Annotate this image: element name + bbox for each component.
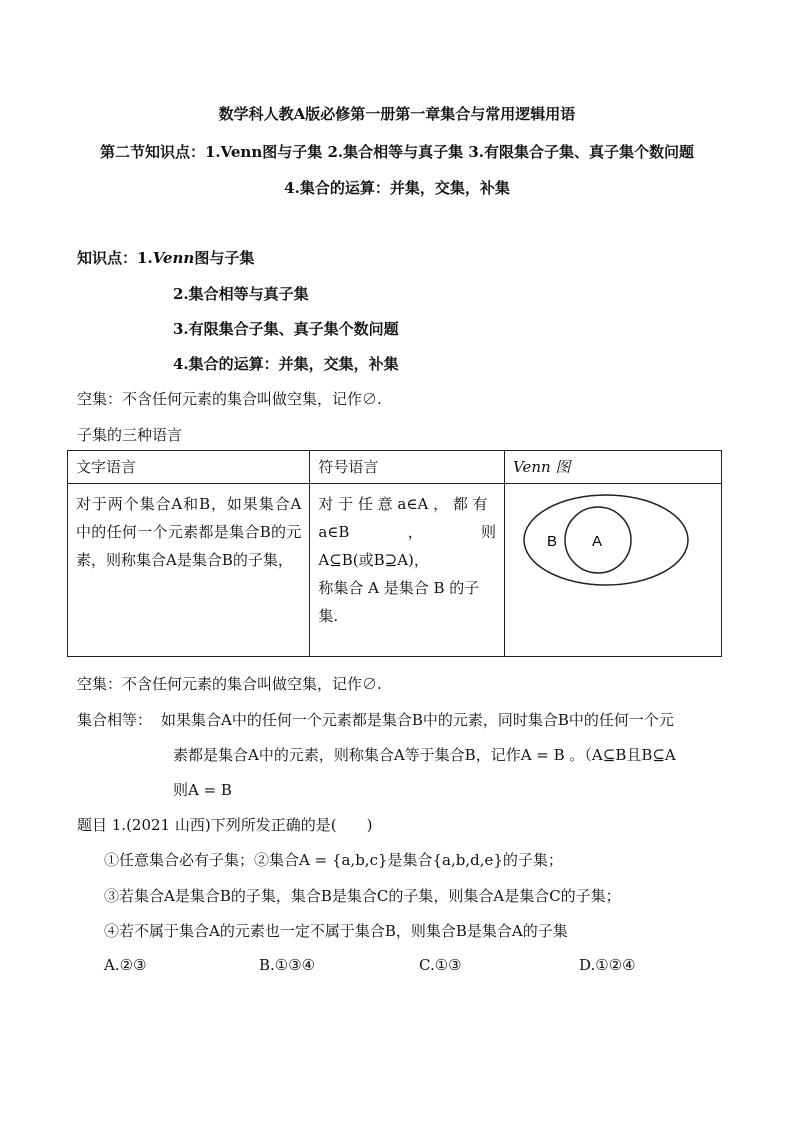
symbol-line-2-left: a∈B <box>318 523 350 541</box>
subset-languages-title: 子集的三种语言 <box>77 426 183 444</box>
knowledge-point-3: 3.有限集合子集、真子集个数问题 <box>173 320 399 338</box>
equality-line-1: 如果集合A中的任何一个元素都是集合B中的元素，同时集合B中的任何一个元 <box>161 711 674 729</box>
venn-label-a: A <box>592 533 603 550</box>
page-title: 数学科人教A版必修第一册第一章集合与常用逻辑用语 <box>218 105 576 123</box>
empty-set-definition-2: 空集：不含任何元素的集合叫做空集，记作∅. <box>77 675 382 693</box>
equality-line-3: 则A = B <box>173 781 232 799</box>
knowledge-point-1-prefix: 1. <box>137 249 153 267</box>
equality-line-2: 素都是集合A中的元素，则称集合A等于集合B，记作A = B 。（A⊆B且B⊆A <box>173 746 676 764</box>
symbol-line-2 <box>318 518 496 546</box>
page-subtitle: 第二节知识点：1.Venn图与子集 2.集合相等与真子集 3.有限集合子集、真子集个数问题 <box>99 143 695 161</box>
symbol-line-3: A⊆B(或B⊇A)， <box>318 551 429 569</box>
table-row <box>68 484 722 657</box>
table-header-row <box>68 451 722 484</box>
symbol-line-2-mid: ， <box>407 523 423 541</box>
empty-set-definition: 空集：不含任何元素的集合叫做空集，记作∅. <box>77 390 382 408</box>
option-b[interactable]: B.①③④ <box>259 956 316 974</box>
problem-statement-1: ①任意集合必有子集；②集合A = {a,b,c}是集合{a,b,d,e}的子集； <box>104 851 563 869</box>
header-symbol-language: 符号语言 <box>310 451 505 484</box>
problem-statement-2: ③若集合A是集合B的子集，集合B是集合C的子集，则集合A是集合C的子集； <box>104 887 621 905</box>
knowledge-point-2: 2.集合相等与真子集 <box>173 285 309 303</box>
option-c[interactable]: C.①③ <box>419 956 462 974</box>
venn-diagram-cell <box>505 484 722 657</box>
venn-label-b: B <box>547 533 558 550</box>
equality-label: 集合相等： <box>77 711 153 729</box>
symbol-line-5: 集. <box>318 607 339 625</box>
symbol-line-1: 对 于 任 意 a∈A ， 都 有 <box>318 495 488 513</box>
symbol-language-cell <box>310 484 505 657</box>
knowledge-point-1-suffix: 图与子集 <box>194 249 255 267</box>
option-a[interactable]: A.②③ <box>104 956 147 974</box>
header-text-language: 文字语言 <box>68 451 310 484</box>
knowledge-label: 知识点： <box>77 249 138 267</box>
subset-languages-table <box>67 450 722 657</box>
knowledge-point-4: 4.集合的运算：并集，交集，补集 <box>173 355 399 373</box>
text-language-cell: 对于两个集合A和B，如果集合A中的任何一个元素都是集合B的元素，则称集合A是集合B的子集， <box>68 484 310 657</box>
problem-statement-3: ④若不属于集合A的元素也一定不属于集合B，则集合B是集合A的子集 <box>104 922 568 940</box>
header-venn-diagram: Venn 图 <box>505 451 722 484</box>
option-d[interactable]: D.①②④ <box>579 956 636 974</box>
knowledge-point-1-venn: Venn <box>152 249 195 267</box>
symbol-line-2-right: 则 <box>480 523 496 541</box>
symbol-line-4: 称集合 A 是集合 B 的子 <box>318 579 480 597</box>
venn-diagram <box>513 490 713 600</box>
problem-stem: 题目 1.(2021 山西)下列所发正确的是( ) <box>77 816 373 834</box>
knowledge-heading <box>77 247 254 268</box>
page-subtitle-2: 4.集合的运算：并集，交集，补集 <box>284 179 510 197</box>
